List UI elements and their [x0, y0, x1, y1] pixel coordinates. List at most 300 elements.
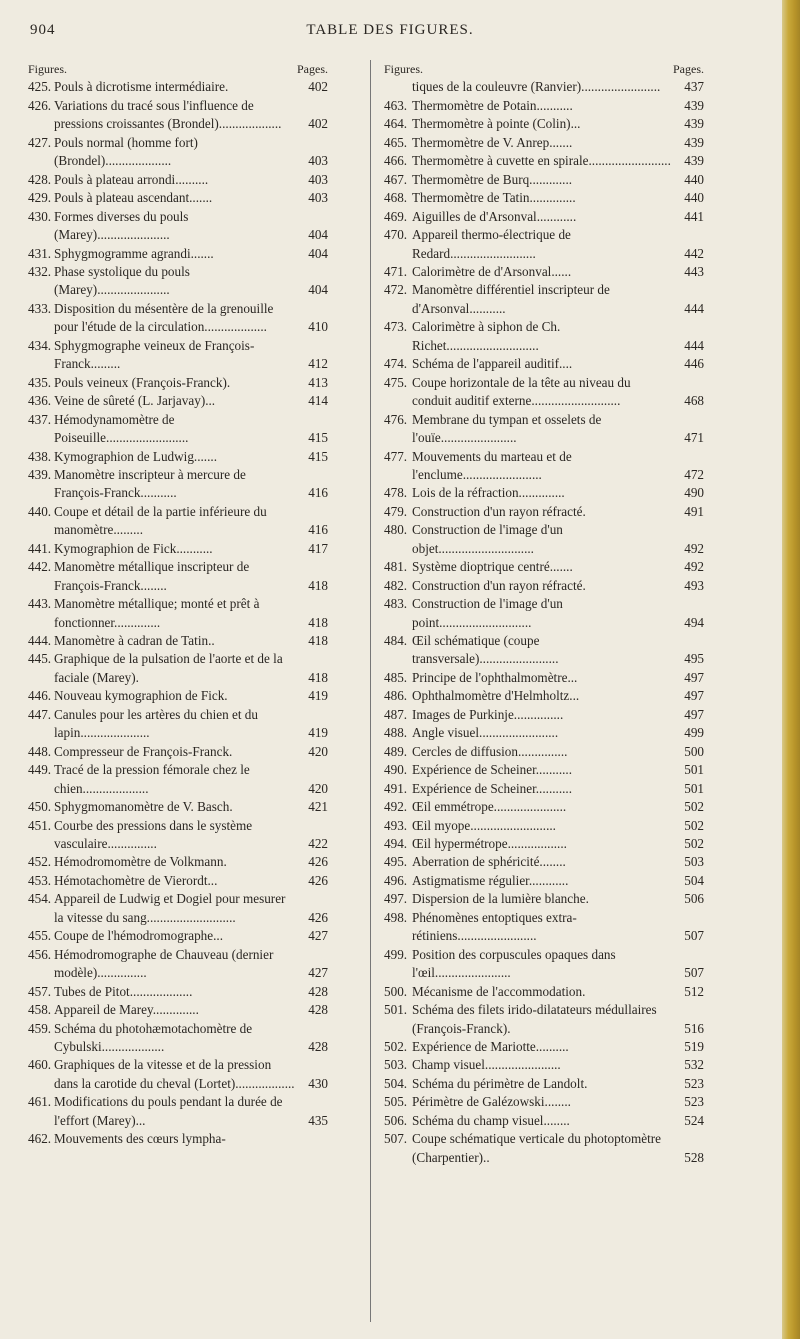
- figure-number: 506.: [384, 1112, 408, 1128]
- figure-entry: [28, 872, 328, 890]
- figure-number: 468.: [384, 190, 408, 206]
- figure-title: Lois de la réfraction..............: [412, 485, 565, 501]
- figure-number: 459.: [28, 1020, 52, 1036]
- figure-entry: [28, 946, 328, 983]
- page-ref: 493: [684, 577, 704, 593]
- figure-entry: [28, 134, 328, 171]
- figure-entry: [384, 669, 704, 687]
- figure-entry: [28, 890, 328, 927]
- figure-title: Pouls à plateau arrondi..........: [54, 171, 209, 187]
- figure-entry: [384, 706, 704, 724]
- figure-number: 500.: [384, 983, 408, 999]
- figure-entry: [384, 189, 704, 207]
- figures-label: Figures.: [384, 62, 423, 76]
- figure-number: 442.: [28, 559, 52, 575]
- figure-entry: [28, 171, 328, 189]
- page-ref: 430: [308, 1075, 328, 1091]
- figure-title: Membrane du tympan et osselets de l'ouïe.......................: [412, 411, 602, 446]
- figure-entry: [28, 78, 328, 96]
- figure-title: Cercles de diffusion...............: [412, 743, 568, 759]
- figure-entry: [384, 134, 704, 152]
- figure-number: 480.: [384, 522, 408, 538]
- figure-number: 501.: [384, 1002, 408, 1018]
- figure-number: 484.: [384, 633, 408, 649]
- figure-entry: [384, 448, 704, 485]
- figure-title: Aiguilles de d'Arsonval............: [412, 208, 577, 224]
- figure-number: 431.: [28, 245, 52, 261]
- page-ref: 412: [308, 356, 328, 372]
- page-ref: 426: [308, 854, 328, 870]
- figure-entry: [28, 1056, 328, 1093]
- figure-title: Thermomètre à pointe (Colin)...: [412, 116, 581, 132]
- page-ref: 444: [684, 300, 704, 316]
- figure-entry: [384, 503, 704, 521]
- figure-number: 481.: [384, 559, 408, 575]
- figure-entry: [384, 909, 704, 946]
- pages-label: Pages.: [673, 62, 704, 76]
- page-ref: 502: [684, 836, 704, 852]
- figure-title: Œil hypermétrope..................: [412, 836, 567, 852]
- figure-number: 438.: [28, 448, 52, 464]
- figure-title: Manomètre à cadran de Tatin..: [54, 633, 215, 649]
- page-ref: 468: [684, 393, 704, 409]
- page-ref: 421: [308, 799, 328, 815]
- page-ref: 497: [684, 688, 704, 704]
- page-ref: 428: [308, 983, 328, 999]
- figure-entry: [28, 392, 328, 410]
- figure-number: 454.: [28, 891, 52, 907]
- figure-entry: [28, 1130, 328, 1148]
- page-ref: 507: [684, 965, 704, 981]
- figure-entry: [384, 208, 704, 226]
- figure-entry: [28, 687, 328, 705]
- page-ref: 472: [684, 466, 704, 482]
- figure-title: Calorimètre de d'Arsonval......: [412, 263, 572, 279]
- page-ref: 403: [308, 153, 328, 169]
- figure-title: Pouls veineux (François-Franck).: [54, 374, 231, 390]
- figure-title: Aberration de sphéricité........: [412, 854, 566, 870]
- figure-title: Veine de sûreté (L. Jarjavay)...: [54, 393, 216, 409]
- figure-entry: [384, 97, 704, 115]
- figure-entry: [384, 724, 704, 742]
- figure-title: Coupe horizontale de la tête au niveau du conduit auditif externe...........................: [412, 374, 631, 409]
- figure-number: 426.: [28, 97, 52, 113]
- page-ref: 492: [684, 559, 704, 575]
- figure-number: 427.: [28, 134, 52, 150]
- figure-title: Thermomètre à cuvette en spirale.........................: [412, 153, 671, 169]
- figure-number: 491.: [384, 780, 408, 796]
- figure-number: 496.: [384, 872, 408, 888]
- figure-entry: [28, 798, 328, 816]
- figure-title: Kymographion de Fick...........: [54, 540, 213, 556]
- page-ref: 402: [308, 79, 328, 95]
- figure-title: Formes diverses du pouls (Marey)......................: [54, 208, 189, 243]
- figure-title: Tracé de la pression fémorale chez le chien....................: [54, 762, 250, 796]
- figure-title: Disposition du mésentère de la grenouille pour l'étude de la circulation...................: [54, 300, 274, 335]
- figure-number: 493.: [384, 817, 408, 833]
- figure-number: 505.: [384, 1094, 408, 1110]
- figure-entry: [28, 817, 328, 854]
- figure-entry: [28, 1093, 328, 1130]
- figure-title: Thermomètre de V. Anrep.......: [412, 134, 573, 150]
- figure-number: 453.: [28, 872, 52, 888]
- figure-entry: [28, 263, 328, 300]
- figure-entry: [384, 263, 704, 281]
- figure-entry: [384, 798, 704, 816]
- figure-title: Construction d'un rayon réfracté.: [412, 503, 586, 519]
- figure-entry: [384, 577, 704, 595]
- page-ref: 427: [308, 928, 328, 944]
- page-ref: 440: [684, 190, 704, 206]
- page-ref: 439: [684, 116, 704, 132]
- page-ref: 428: [308, 1039, 328, 1054]
- figure-entry: [384, 318, 704, 355]
- figure-entry: [384, 152, 704, 170]
- figure-number: 429.: [28, 190, 52, 206]
- figure-number: 498.: [384, 909, 408, 925]
- figure-number: 469.: [384, 208, 408, 224]
- page-ref: 516: [684, 1020, 704, 1036]
- figure-number: 472.: [384, 282, 408, 298]
- page-ref: 532: [684, 1057, 704, 1073]
- page-ref: 417: [308, 540, 328, 556]
- figure-number: 474.: [384, 356, 408, 372]
- figure-title: Hémodynamomètre de Poiseuille.........................: [54, 411, 189, 446]
- page-ref: 503: [684, 854, 704, 870]
- figure-entry: [384, 853, 704, 871]
- figure-entry: [384, 484, 704, 502]
- figure-title: Images de Purkinje...............: [412, 706, 564, 722]
- figure-number: 428.: [28, 171, 52, 187]
- figure-title: Mouvements du marteau et de l'enclume........................: [412, 448, 572, 482]
- page-ref: 490: [684, 485, 704, 501]
- figure-number: 452.: [28, 854, 52, 870]
- page-ref: 491: [684, 503, 704, 519]
- page-ref: 501: [684, 780, 704, 796]
- page-ref: 404: [308, 245, 328, 261]
- figure-number: 487.: [384, 706, 408, 722]
- page-ref: 524: [684, 1112, 704, 1128]
- figure-entry: [28, 448, 328, 466]
- figure-title: Graphiques de la vitesse et de la pression dans la carotide du cheval (Lortet)..................: [54, 1057, 295, 1091]
- figure-title: Appareil thermo-électrique de Redard..........................: [412, 227, 571, 261]
- page-ref: 504: [684, 872, 704, 888]
- figure-entry: [28, 245, 328, 263]
- page-ref: 443: [684, 263, 704, 279]
- figure-title: Pouls normal (homme fort) (Brondel)....................: [54, 134, 198, 169]
- page-ref: 523: [684, 1075, 704, 1091]
- figure-title: Ophthalmomètre d'Helmholtz...: [412, 688, 580, 704]
- figure-number: 433.: [28, 300, 52, 316]
- figure-entry: [384, 872, 704, 890]
- figure-entry: [384, 521, 704, 558]
- figure-number: 444.: [28, 633, 52, 649]
- page-ref: 471: [684, 430, 704, 446]
- page-ref: 419: [308, 688, 328, 704]
- figure-entry: [28, 374, 328, 392]
- figure-number: 471.: [384, 263, 408, 279]
- figure-number: 456.: [28, 946, 52, 962]
- figure-title: tiques de la couleuvre (Ranvier)........................: [412, 79, 661, 95]
- page-ref: 528: [684, 1149, 704, 1165]
- figure-entry: [384, 374, 704, 411]
- figure-entry: [384, 687, 704, 705]
- figure-number: 486.: [384, 688, 408, 704]
- figure-number: 436.: [28, 393, 52, 409]
- pages-label: Pages.: [297, 62, 328, 76]
- figure-entry: [28, 761, 328, 798]
- figure-entry: [28, 983, 328, 1001]
- figure-entry: [384, 1093, 704, 1111]
- figure-number: 492.: [384, 799, 408, 815]
- page-ref: 523: [684, 1094, 704, 1110]
- figure-title: Thermomètre de Burq.............: [412, 171, 573, 187]
- figure-entry: [28, 927, 328, 945]
- figure-entry: [28, 853, 328, 871]
- figure-entry: [384, 1001, 704, 1038]
- figure-entry: [384, 226, 704, 263]
- column-divider: [370, 60, 371, 1322]
- figure-title: Construction d'un rayon réfracté.: [412, 577, 586, 593]
- figure-title: Compresseur de François-Franck.: [54, 743, 233, 759]
- figure-entry: [384, 115, 704, 133]
- figure-number: 425.: [28, 79, 52, 95]
- figure-number: 465.: [384, 134, 408, 150]
- figure-title: Appareil de Ludwig et Dogiel pour mesurer la vitesse du sang...........................: [54, 891, 286, 925]
- page-ref: 502: [684, 817, 704, 833]
- figure-title: Schéma de l'appareil auditif....: [412, 356, 573, 372]
- page-ref: 502: [684, 799, 704, 815]
- page-ref: 410: [308, 319, 328, 335]
- page-ref: 437: [684, 79, 704, 95]
- page-ref: 501: [684, 762, 704, 778]
- figure-entry: [28, 1001, 328, 1019]
- figure-number: 503.: [384, 1057, 408, 1073]
- figure-number: 435.: [28, 374, 52, 390]
- figure-entry: [28, 650, 328, 687]
- figure-entry: [384, 595, 704, 632]
- page-ref: 494: [684, 614, 704, 630]
- figure-title: Modifications du pouls pendant la durée de l'effort (Marey)...: [54, 1094, 283, 1128]
- figure-title: Courbe des pressions dans le système vasculaire...............: [54, 817, 253, 852]
- figure-number: 464.: [384, 116, 408, 132]
- page-ref: 413: [308, 374, 328, 390]
- figure-number: 489.: [384, 743, 408, 759]
- figure-number: 475.: [384, 374, 408, 390]
- page-ref: 446: [684, 356, 704, 372]
- figure-title: Manomètre métallique inscripteur de François-Franck........: [54, 559, 250, 593]
- page-ref: 415: [308, 448, 328, 464]
- figure-title: Expérience de Scheiner...........: [412, 762, 573, 778]
- figure-entry: [28, 97, 328, 134]
- figure-number: 483.: [384, 596, 408, 612]
- page-ref: 418: [308, 614, 328, 630]
- page-ref: 420: [308, 780, 328, 796]
- figure-title: Hémodromographe de Chauveau (dernier modèle)...............: [54, 946, 274, 981]
- figure-title: Coupe schématique verticale du photoptomètre (Charpentier)..: [412, 1131, 662, 1165]
- figure-title: Sphygmogramme agrandi.......: [54, 245, 214, 261]
- figure-number: 482.: [384, 577, 408, 593]
- figure-title: Schéma du champ visuel........: [412, 1112, 570, 1128]
- figure-number: 458.: [28, 1002, 52, 1018]
- figure-number: 439.: [28, 466, 52, 482]
- figure-title: Coupe de l'hémodromographe...: [54, 928, 224, 944]
- figure-title: Thermomètre de Tatin..............: [412, 190, 576, 206]
- page-ref: 500: [684, 743, 704, 759]
- page-ref: 444: [684, 337, 704, 353]
- page-ref: 441: [684, 208, 704, 224]
- figure-number: 445.: [28, 651, 52, 667]
- figure-title: Schéma du photohæmotachomètre de Cybulski...................: [54, 1020, 253, 1054]
- figure-number: 460.: [28, 1057, 52, 1073]
- page-ref: 420: [308, 743, 328, 759]
- figure-entry: [384, 1038, 704, 1056]
- figure-title: Astigmatisme régulier............: [412, 872, 569, 888]
- figure-entry: [384, 780, 704, 798]
- page-ref: 495: [684, 651, 704, 667]
- figure-title: Construction de l'image d'un objet.............................: [412, 522, 563, 556]
- figure-title: Schéma des filets irido-dilatateurs médullaires (François-Franck).: [412, 1002, 657, 1036]
- page-ref: 404: [308, 282, 328, 298]
- figure-title: Pouls à dicrotisme intermédiaire.: [54, 79, 229, 95]
- figure-number: 447.: [28, 706, 52, 722]
- page-ref: 416: [308, 522, 328, 538]
- page-ref: 439: [684, 134, 704, 150]
- figures-label: Figures.: [28, 62, 67, 76]
- page-ref: 497: [684, 669, 704, 685]
- figure-title: Schéma du périmètre de Landolt.: [412, 1075, 588, 1091]
- figure-entry: [28, 503, 328, 540]
- figure-number: 441.: [28, 540, 52, 556]
- figure-title: Œil emmétrope......................: [412, 799, 567, 815]
- page-ref: 492: [684, 540, 704, 556]
- page-ref: 426: [308, 909, 328, 925]
- figure-title: Construction de l'image d'un point............................: [412, 596, 563, 630]
- page-header: [30, 22, 750, 44]
- page-edge: [782, 0, 800, 1339]
- figure-title: Œil myope..........................: [412, 817, 556, 833]
- figure-title: Appareil de Marey..............: [54, 1002, 199, 1018]
- figure-number: 504.: [384, 1075, 408, 1091]
- figure-number: 455.: [28, 928, 52, 944]
- figure-number: 507.: [384, 1131, 408, 1147]
- right-column: [384, 60, 704, 1167]
- figure-entry: [384, 761, 704, 779]
- page-ref: 442: [684, 245, 704, 261]
- figure-title: Dispersion de la lumière blanche.: [412, 891, 589, 907]
- figure-entry: [28, 208, 328, 245]
- figure-entry: [384, 817, 704, 835]
- figure-title: Sphygmographe veineux de François-Franck.........: [54, 337, 255, 372]
- figure-title: Principe de l'ophthalmomètre...: [412, 669, 578, 685]
- page-number: 904: [30, 22, 56, 38]
- figure-number: 495.: [384, 854, 408, 870]
- figure-number: 430.: [28, 208, 52, 224]
- figure-entry: [384, 281, 704, 318]
- page-ref: 499: [684, 725, 704, 741]
- figure-title: Périmètre de Galézowski........: [412, 1094, 571, 1110]
- page-ref: 439: [684, 153, 704, 169]
- figure-number: 476.: [384, 411, 408, 427]
- page-ref: 428: [308, 1002, 328, 1018]
- figure-title: Phénomènes entoptiques extra-rétiniens........................: [412, 909, 577, 944]
- figure-number: 497.: [384, 891, 408, 907]
- figure-title: Mécanisme de l'accommodation.: [412, 983, 586, 999]
- figure-number: 448.: [28, 743, 52, 759]
- page-ref: 512: [684, 983, 704, 999]
- page-ref: 404: [308, 227, 328, 243]
- figure-entry: [384, 1112, 704, 1130]
- figure-title: Graphique de la pulsation de l'aorte et de la faciale (Marey).: [54, 651, 283, 685]
- figure-entry: [384, 411, 704, 448]
- page-ref: 426: [308, 872, 328, 888]
- figure-entry: [384, 1075, 704, 1093]
- figure-title: Kymographion de Ludwig.......: [54, 448, 217, 464]
- figure-title: Pouls à plateau ascendant.......: [54, 190, 213, 206]
- figure-entry: [384, 78, 704, 96]
- figure-number: 473.: [384, 319, 408, 335]
- figure-number: 490.: [384, 762, 408, 778]
- figure-number: 477.: [384, 448, 408, 464]
- figure-number: 446.: [28, 688, 52, 704]
- page-ref: 422: [308, 836, 328, 852]
- figure-title: Calorimètre à siphon de Ch. Richet............................: [412, 319, 561, 353]
- figure-number: 494.: [384, 836, 408, 852]
- figure-entry: [384, 171, 704, 189]
- figure-title: Thermomètre de Potain...........: [412, 97, 573, 113]
- figure-entry: [28, 540, 328, 558]
- page-ref: 415: [308, 430, 328, 446]
- page-ref: 506: [684, 891, 704, 907]
- figure-title: Manomètre différentiel inscripteur de d'Arsonval...........: [412, 282, 610, 316]
- figure-number: 440.: [28, 503, 52, 519]
- figure-number: 462.: [28, 1131, 52, 1147]
- figure-number: 463.: [384, 97, 408, 113]
- figure-title: Coupe et détail de la partie inférieure du manomètre.........: [54, 503, 267, 538]
- figure-title: Hémotachomètre de Vierordt...: [54, 872, 218, 888]
- figure-title: Mouvements des cœurs lympha-: [54, 1131, 226, 1147]
- figure-number: 443.: [28, 596, 52, 612]
- figure-entry: [384, 1130, 704, 1167]
- figure-title: Système dioptrique centré.......: [412, 559, 573, 575]
- figure-title: Œil schématique (coupe transversale)........................: [412, 633, 559, 667]
- figure-title: Expérience de Mariotte..........: [412, 1039, 569, 1054]
- figure-title: Variations du tracé sous l'influence de pressions croissantes (Brondel)...................: [54, 97, 282, 132]
- figure-number: 470.: [384, 227, 408, 243]
- figure-number: 502.: [384, 1039, 408, 1054]
- figure-title: Manomètre inscripteur à mercure de François-Franck...........: [54, 466, 246, 501]
- right-column-header: [384, 60, 704, 78]
- figure-number: 485.: [384, 669, 408, 685]
- page-ref: 414: [308, 393, 328, 409]
- figure-entry: [28, 632, 328, 650]
- figure-title: Position des corpuscules opaques dans l'œil.......................: [412, 946, 616, 981]
- page-ref: 418: [308, 577, 328, 593]
- figure-entry: [384, 835, 704, 853]
- figure-title: Manomètre métallique; monté et prêt à fonctionner..............: [54, 596, 260, 630]
- figure-title: Canules pour les artères du chien et du lapin.....................: [54, 706, 258, 741]
- figure-entry: [28, 300, 328, 337]
- page-ref: 427: [308, 965, 328, 981]
- page-ref: 418: [308, 669, 328, 685]
- page-ref: 419: [308, 725, 328, 741]
- page-ref: 497: [684, 706, 704, 722]
- figure-title: Tubes de Pitot...................: [54, 983, 193, 999]
- figure-entry: [28, 706, 328, 743]
- figure-title: Expérience de Scheiner...........: [412, 780, 573, 796]
- page-ref: 435: [308, 1112, 328, 1128]
- page-ref: 416: [308, 485, 328, 501]
